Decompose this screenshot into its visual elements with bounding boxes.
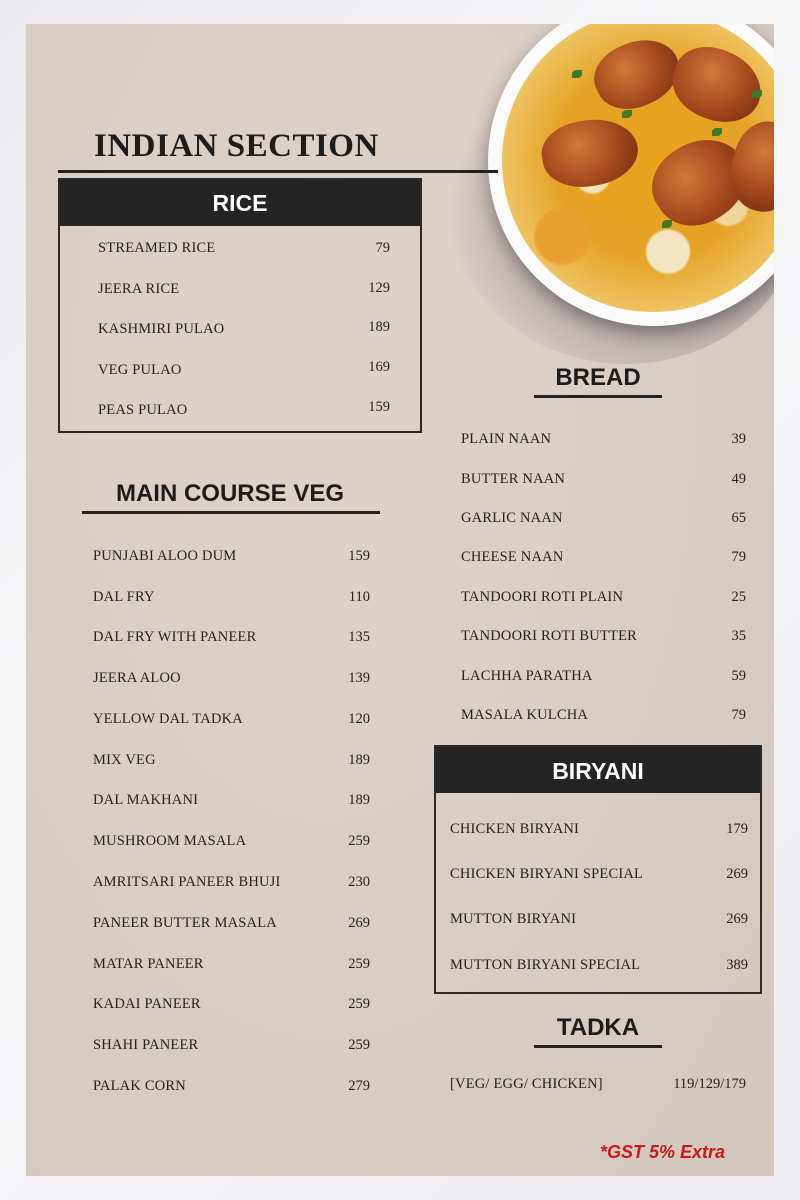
rice-heading: RICE <box>60 180 420 226</box>
rice-item-name: JEERA RICE <box>98 281 180 297</box>
rice-item-price: 159 <box>368 399 390 415</box>
chicken-piece <box>537 112 643 194</box>
main-course-item-name: DAL FRY WITH PANEER <box>93 629 257 645</box>
bread-item-price: 79 <box>731 549 746 565</box>
coriander-leaf <box>662 220 672 228</box>
bread-item-price: 25 <box>731 589 746 605</box>
biryani-item-name: MUTTON BIRYANI SPECIAL <box>450 957 641 973</box>
main-course-item-price: 259 <box>348 1037 370 1053</box>
main-course-item-price: 230 <box>348 874 370 890</box>
biryani-item-price: 179 <box>726 821 748 837</box>
page-title: INDIAN SECTION <box>94 128 379 164</box>
rice-item-name: VEG PULAO <box>98 362 182 378</box>
main-course-item-name: DAL FRY <box>93 589 155 605</box>
bread-item-name: MASALA KULCHA <box>461 707 589 723</box>
bread-heading: BREAD <box>555 364 641 391</box>
main-course-item-name: MUSHROOM MASALA <box>93 833 247 849</box>
coriander-leaf <box>752 90 762 98</box>
main-course-item-price: 189 <box>348 752 370 768</box>
bread-item-name: CHEESE NAAN <box>461 549 564 565</box>
main-course-item-price: 120 <box>348 711 370 727</box>
coriander-leaf <box>622 110 632 118</box>
coriander-leaf <box>572 70 582 78</box>
bread-item-name: LACHHA PARATHA <box>461 668 593 684</box>
rice-item-name: KASHMIRI PULAO <box>98 321 225 337</box>
main-course-item-price: 189 <box>348 792 370 808</box>
biryani-item-price: 269 <box>726 866 748 882</box>
main-course-item-name: PUNJABI ALOO DUM <box>93 548 237 564</box>
bread-item-name: PLAIN NAAN <box>461 431 552 447</box>
bread-item-name: TANDOORI ROTI PLAIN <box>461 589 624 605</box>
bread-item-name: TANDOORI ROTI BUTTER <box>461 628 638 644</box>
gst-note: *GST 5% Extra <box>600 1142 726 1162</box>
biryani-item-name: MUTTON BIRYANI <box>450 911 577 927</box>
main-course-item-price: 279 <box>348 1078 370 1094</box>
tadka-underline <box>534 1045 662 1048</box>
main-course-item-name: MIX VEG <box>93 752 156 768</box>
rice-item-price: 169 <box>368 359 390 375</box>
biryani-item-name: CHICKEN BIRYANI SPECIAL <box>450 866 644 882</box>
bread-item-price: 59 <box>731 668 746 684</box>
tadka-item-name: [VEG/ EGG/ CHICKEN] <box>450 1076 603 1092</box>
tadka-heading: TADKA <box>556 1014 640 1041</box>
main-course-item-price: 259 <box>348 833 370 849</box>
main-course-item-name: JEERA ALOO <box>93 670 181 686</box>
main-course-veg-underline <box>82 511 380 514</box>
bread-item-price: 49 <box>731 471 746 487</box>
coriander-leaf <box>712 128 722 136</box>
main-course-item-price: 139 <box>348 670 370 686</box>
bread-item-price: 39 <box>731 431 746 447</box>
rice-item-name: STREAMED RICE <box>98 240 216 256</box>
biryani-item-price: 389 <box>726 957 748 973</box>
title-underline <box>58 170 498 173</box>
main-course-item-name: KADAI PANEER <box>93 996 201 1012</box>
bread-item-name: GARLIC NAAN <box>461 510 563 526</box>
bread-item-price: 65 <box>731 510 746 526</box>
main-course-item-price: 259 <box>348 956 370 972</box>
rice-section <box>58 178 422 433</box>
biryani-item-name: CHICKEN BIRYANI <box>450 821 580 837</box>
main-course-item-name: AMRITSARI PANEER BHUJI <box>93 874 281 890</box>
main-course-item-name: SHAHI PANEER <box>93 1037 199 1053</box>
tadka-item-price: 119/129/179 <box>673 1076 746 1092</box>
bread-underline <box>534 395 662 398</box>
rice-item-price: 79 <box>375 240 390 256</box>
rice-item-price: 129 <box>368 280 390 296</box>
bread-item-name: BUTTER NAAN <box>461 471 566 487</box>
main-course-item-name: PANEER BUTTER MASALA <box>93 915 277 931</box>
rice-item-name: PEAS PULAO <box>98 402 188 418</box>
main-course-item-name: PALAK CORN <box>93 1078 186 1094</box>
main-course-item-price: 135 <box>348 629 370 645</box>
main-course-item-name: YELLOW DAL TADKA <box>93 711 243 727</box>
bread-item-price: 79 <box>731 707 746 723</box>
chicken-piece <box>663 37 772 134</box>
main-course-item-price: 159 <box>348 548 370 564</box>
biryani-rice <box>502 24 774 312</box>
biryani-heading: BIRYANI <box>436 747 760 793</box>
main-course-item-price: 110 <box>348 589 370 605</box>
bread-item-price: 35 <box>731 628 746 644</box>
biryani-section <box>434 745 762 994</box>
main-course-item-name: DAL MAKHANI <box>93 792 199 808</box>
menu-sheet <box>26 24 774 1176</box>
main-course-item-name: MATAR PANEER <box>93 956 204 972</box>
rice-item-price: 189 <box>368 319 390 335</box>
main-course-veg-heading: MAIN COURSE VEG <box>115 480 345 507</box>
main-course-item-price: 259 <box>348 996 370 1012</box>
biryani-item-price: 269 <box>726 911 748 927</box>
main-course-item-price: 269 <box>348 915 370 931</box>
